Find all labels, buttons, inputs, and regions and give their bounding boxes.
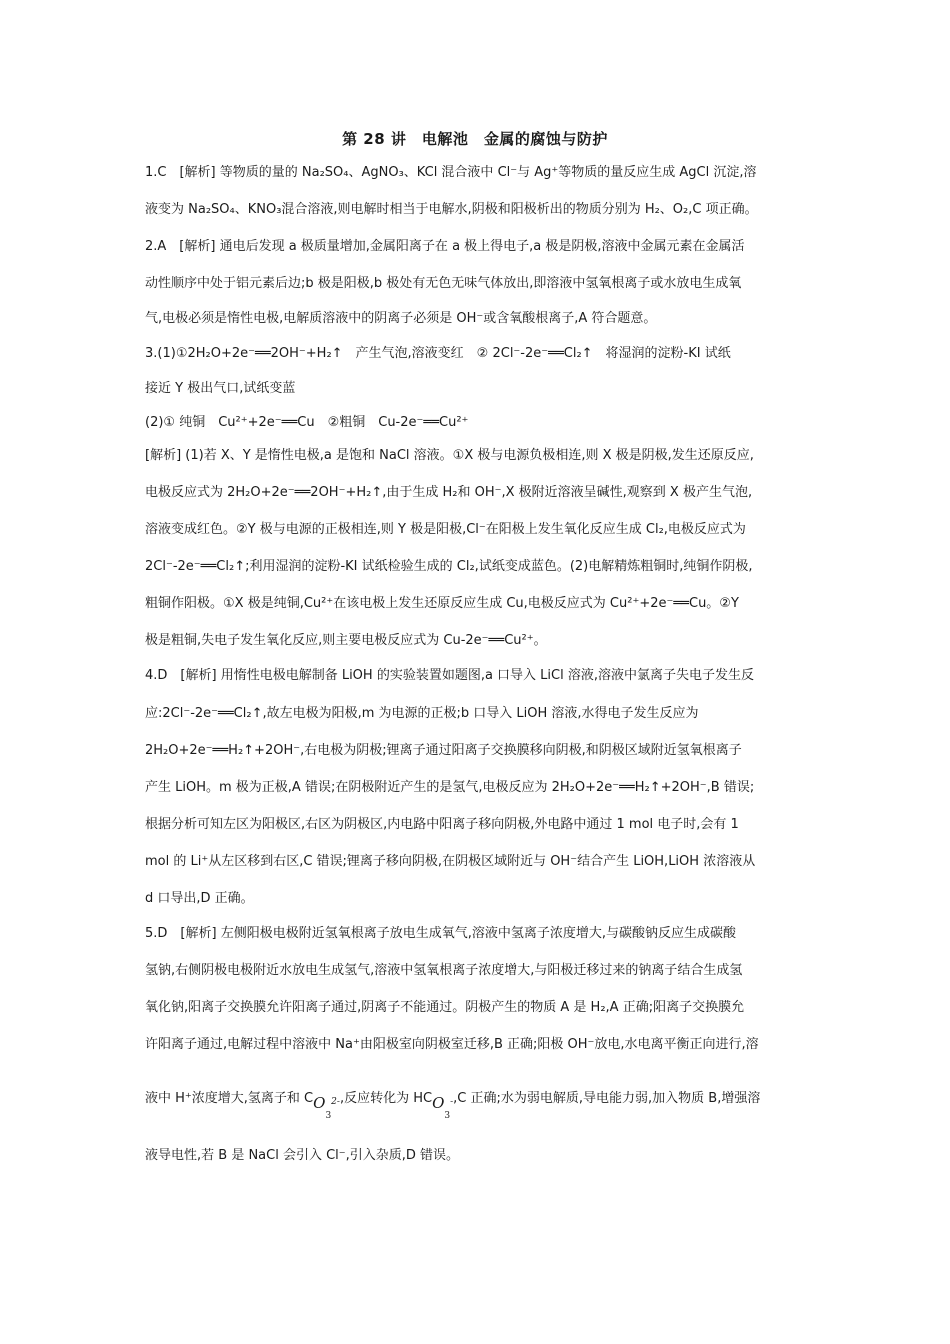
answer-line: 液变为 Na₂SO₄、KNO₃混合溶液,则电解时相当于电解水,阴极和阳极析出的物质分别为 H₂、O₂,C 项正确。 — [145, 202, 758, 217]
explanation-line: 许阳离子通过,电解过程中溶液中 Na⁺由阳极室向阴极室迁移,B 正确;阳极 OH⁻放电,水电离平衡正向进行,溶 — [145, 1037, 759, 1052]
page-title: 第 28 讲 电解池 金属的腐蚀与防护 — [342, 130, 608, 148]
answer-line: 气,电极必须是惰性电极,电解质溶液中的阴离子必须是 OH⁻或含氧酸根离子,A 符合题意。 — [145, 311, 657, 326]
answer-line: 3.(1)①2H₂O+2e⁻══2OH⁻+H₂↑ 产生气泡,溶液变红 ② 2Cl⁻-2e⁻══Cl₂↑ 将湿润的淀粉-KI 试纸 — [145, 346, 731, 361]
oxygen-symbol: O — [432, 1094, 445, 1112]
explanation-line: 2H₂O+2e⁻══H₂↑+2OH⁻,右电极为阴极;锂离子通过阳离子交换膜移向阴极,和阴极区域附近氢氧根离子 — [145, 743, 742, 758]
explanation-line: [解析] (1)若 X、Y 是惰性电极,a 是饱和 NaCl 溶液。①X 极与电源负极相连,则 X 极是阴极,发生还原反应, — [145, 448, 754, 463]
answer-line: 5.D [解析] 左侧阳极电极附近氢氧根离子放电生成氧气,溶液中氢离子浓度增大,与碳酸钠反应生成碳酸 — [145, 926, 736, 941]
text-segment: ,反应转化为 HC — [339, 1091, 433, 1106]
explanation-line: 电极反应式为 2H₂O+2e⁻══2OH⁻+H₂↑,由于生成 H₂和 OH⁻,X 极附近溶液呈碱性,观察到 X 极产生气泡, — [145, 485, 753, 500]
explanation-line: 溶液变成红色。②Y 极与电源的正极相连,则 Y 极是阳极,Cl⁻在阳极上发生氧化反应生成 Cl₂,电极反应式为 — [145, 522, 746, 537]
explanation-line: 2Cl⁻-2e⁻══Cl₂↑;利用湿润的淀粉-KI 试纸检验生成的 Cl₂,试纸变成蓝色。(2)电解精炼粗铜时,纯铜作阴极, — [145, 559, 753, 574]
text-segment: ,C 正确;水为弱电解质,导电能力弱,加入物质 B,增强溶 — [453, 1091, 761, 1106]
explanation-line: 氧化钠,阳离子交换膜允许阳离子通过,阴离子不能通过。阴极产生的物质 A 是 H₂,A 正确;阳离子交换膜允 — [145, 1000, 745, 1015]
bicarbonate-formula — [432, 1094, 454, 1121]
explanation-line-with-ion-formula — [145, 1077, 825, 1120]
subscript: 3 — [325, 1111, 332, 1121]
answer-line: 1.C [解析] 等物质的量的 Na₂SO₄、AgNO₃、KCl 混合液中 Cl⁻与 Ag⁺等物质的量反应生成 AgCl 沉淀,溶 — [145, 165, 757, 180]
subscript: 3 — [444, 1111, 451, 1121]
explanation-line: d 口导出,D 正确。 — [145, 891, 254, 906]
text-segment: 液中 H⁺浓度增大,氢离子和 C — [145, 1091, 314, 1106]
oxygen-symbol: O — [313, 1094, 326, 1112]
explanation-line: 根据分析可知左区为阳极区,右区为阴极区,内电路中阳离子移向阴极,外电路中通过 1 mol 电子时,会有 1 — [145, 817, 739, 832]
explanation-line: 粗铜作阳极。①X 极是纯铜,Cu²⁺在该电极上发生还原反应生成 Cu,电极反应式为 Cu²⁺+2e⁻══Cu。②Y — [145, 596, 739, 611]
explanation-line: 产生 LiOH。m 极为正极,A 错误;在阴极附近产生的是氢气,电极反应为 2H₂O+2e⁻══H₂↑+2OH⁻,B 错误; — [145, 780, 755, 795]
superscript: - — [450, 1097, 454, 1107]
answer-line: 动性顺序中处于铝元素后边;b 极是阳极,b 极处有无色无味气体放出,即溶液中氢氧根离子或水放电生成氧 — [145, 276, 742, 291]
explanation-line: 液导电性,若 B 是 NaCl 会引入 Cl⁻,引入杂质,D 错误。 — [145, 1148, 460, 1163]
explanation-line: 氢钠,右侧阴极电极附近水放电生成氢气,溶液中氢氧根离子浓度增大,与阳极迁移过来的钠离子结合生成氢 — [145, 963, 743, 978]
superscript: 2- — [331, 1097, 340, 1107]
carbonate-formula — [313, 1094, 340, 1121]
explanation-line: 应:2Cl⁻-2e⁻══Cl₂↑,故左电极为阳极,m 为电源的正极;b 口导入 LiOH 溶液,水得电子发生反应为 — [145, 706, 699, 721]
answer-line: 2.A [解析] 通电后发现 a 极质量增加,金属阳离子在 a 极上得电子,a 极是阴极,溶液中金属元素在金属活 — [145, 239, 745, 254]
explanation-line: 极是粗铜,失电子发生氧化反应,则主要电极反应式为 Cu-2e⁻══Cu²⁺。 — [145, 633, 547, 648]
explanation-line: mol 的 Li⁺从左区移到右区,C 错误;锂离子移向阴极,在阴极区域附近与 OH⁻结合产生 LiOH,LiOH 浓溶液从 — [145, 854, 756, 869]
answer-line: (2)① 纯铜 Cu²⁺+2e⁻══Cu ②粗铜 Cu-2e⁻══Cu²⁺ — [145, 415, 469, 430]
answer-line: 接近 Y 极出气口,试纸变蓝 — [145, 381, 296, 396]
answer-line: 4.D [解析] 用惰性电极电解制备 LiOH 的实验装置如题图,a 口导入 LiCl 溶液,溶液中氯离子失电子发生反 — [145, 668, 754, 683]
